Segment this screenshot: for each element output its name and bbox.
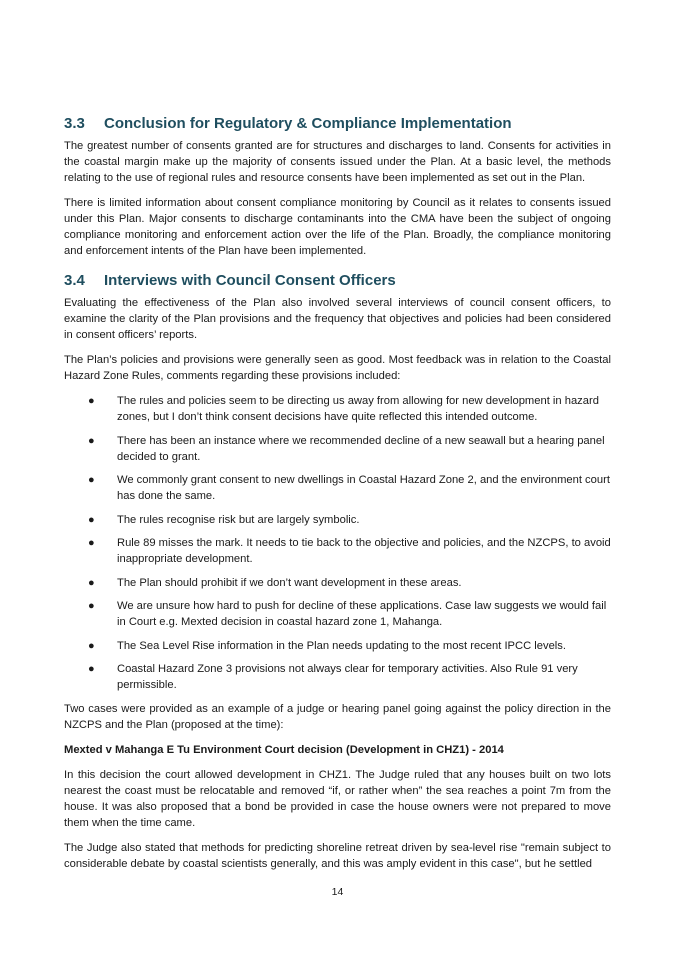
section-heading-3-4: [64, 271, 611, 291]
bullet-icon: ●: [88, 395, 95, 407]
list-item: ● The Sea Level Rise information in the Plan needs updating to the most recent IPCC levels.: [88, 639, 566, 652]
case-heading: Mexted v Mahanga E Tu Environment Court decision (Development in CHZ1) - 2014: [64, 744, 504, 756]
bullet-icon: ●: [88, 434, 95, 447]
bullet-icon: ●: [88, 513, 95, 526]
paragraph: There is limited information about consent compliance monitoring by Council as it relates to consents issued under this Plan. Major consents to discharge contaminants into the CMA have been the subject of ongoing compliance monitoring and enforcement action over the life of the Plan. Broadly, the compliance monitoring and enforcement intents of the Plan have been implemented.: [64, 197, 611, 257]
section-title: Conclusion for Regulatory & Compliance Implementation: [104, 115, 512, 132]
list-item: ● We commonly grant consent to new dwellings in Coastal Hazard Zone 2, and the environment court has done the same.: [88, 474, 610, 502]
paragraph: The greatest number of consents granted are for structures and discharges to land. Consents for activities in the coastal margin make up the majority of consents issued under the Plan. At a basic level, the methods relating to the use of regional rules and resource consents have been implemented as set out in the Plan.: [64, 140, 611, 184]
paragraph: The Judge also stated that methods for predicting shoreline retreat driven by sea-level rise "remain subject to considerable debate by coastal scientists generally, and this was amply evident in this case", but he settled: [64, 842, 611, 870]
bullet-icon: ●: [88, 639, 95, 652]
list-item: ● Coastal Hazard Zone 3 provisions not always clear for temporary activities. Also Rule 91 very permissible.: [88, 663, 578, 691]
bullet-icon: ●: [88, 537, 95, 549]
paragraph: The Plan’s policies and provisions were generally seen as good. Most feedback was in relation to the Coastal Hazard Zone Rules, comments regarding these provisions included:: [64, 354, 611, 382]
list-item: ● Rule 89 misses the mark. It needs to tie back to the objective and policies, and the NZCPS, to avoid inappropriate development.: [88, 537, 611, 565]
list-item: ● The Plan should prohibit if we don’t want development in these areas.: [88, 576, 462, 589]
list-item: ● The rules and policies seem to be directing us away from allowing for new development in hazard zones, but I don’t think consent decisions have quite reflected this intended outcome.: [88, 395, 599, 423]
page-number: 14: [331, 886, 344, 898]
section-number: 3.3: [64, 115, 85, 132]
paragraph: Evaluating the effectiveness of the Plan also involved several interviews of council consent officers, to examine the clarity of the Plan provisions and the frequency that objectives and policies had been considered in consent officers’ reports.: [64, 297, 611, 341]
paragraph: Two cases were provided as an example of a judge or hearing panel going against the policy direction in the NZCPS and the Plan (proposed at the time):: [64, 703, 611, 731]
section-heading-3-3: [64, 114, 611, 134]
feedback-list: [64, 393, 611, 693]
bullet-icon: ●: [88, 576, 95, 589]
section-title: Interviews with Council Consent Officers: [104, 272, 396, 289]
list-item: ● There has been an instance where we recommended decline of a new seawall but a hearing panel decided to grant.: [88, 434, 605, 463]
bullet-icon: ●: [88, 663, 95, 675]
paragraph: In this decision the court allowed development in CHZ1. The Judge ruled that any houses built on two lots nearest the coast must be relocatable and removed “if, or rather when” the sea reaches a point 7m from the house. It was also proposed that a bond be provided in case the house owners were not prepared to move them when the time came.: [64, 769, 611, 829]
bullet-icon: ●: [88, 600, 95, 612]
section-number: 3.4: [64, 272, 85, 289]
bullet-icon: ●: [88, 474, 95, 486]
list-item: ● The rules recognise risk but are largely symbolic.: [88, 513, 360, 526]
list-item: ● We are unsure how hard to push for decline of these applications. Case law suggests we would fail in Court e.g. Mexted decision in coastal hazard zone 1, Mahanga.: [88, 600, 607, 628]
